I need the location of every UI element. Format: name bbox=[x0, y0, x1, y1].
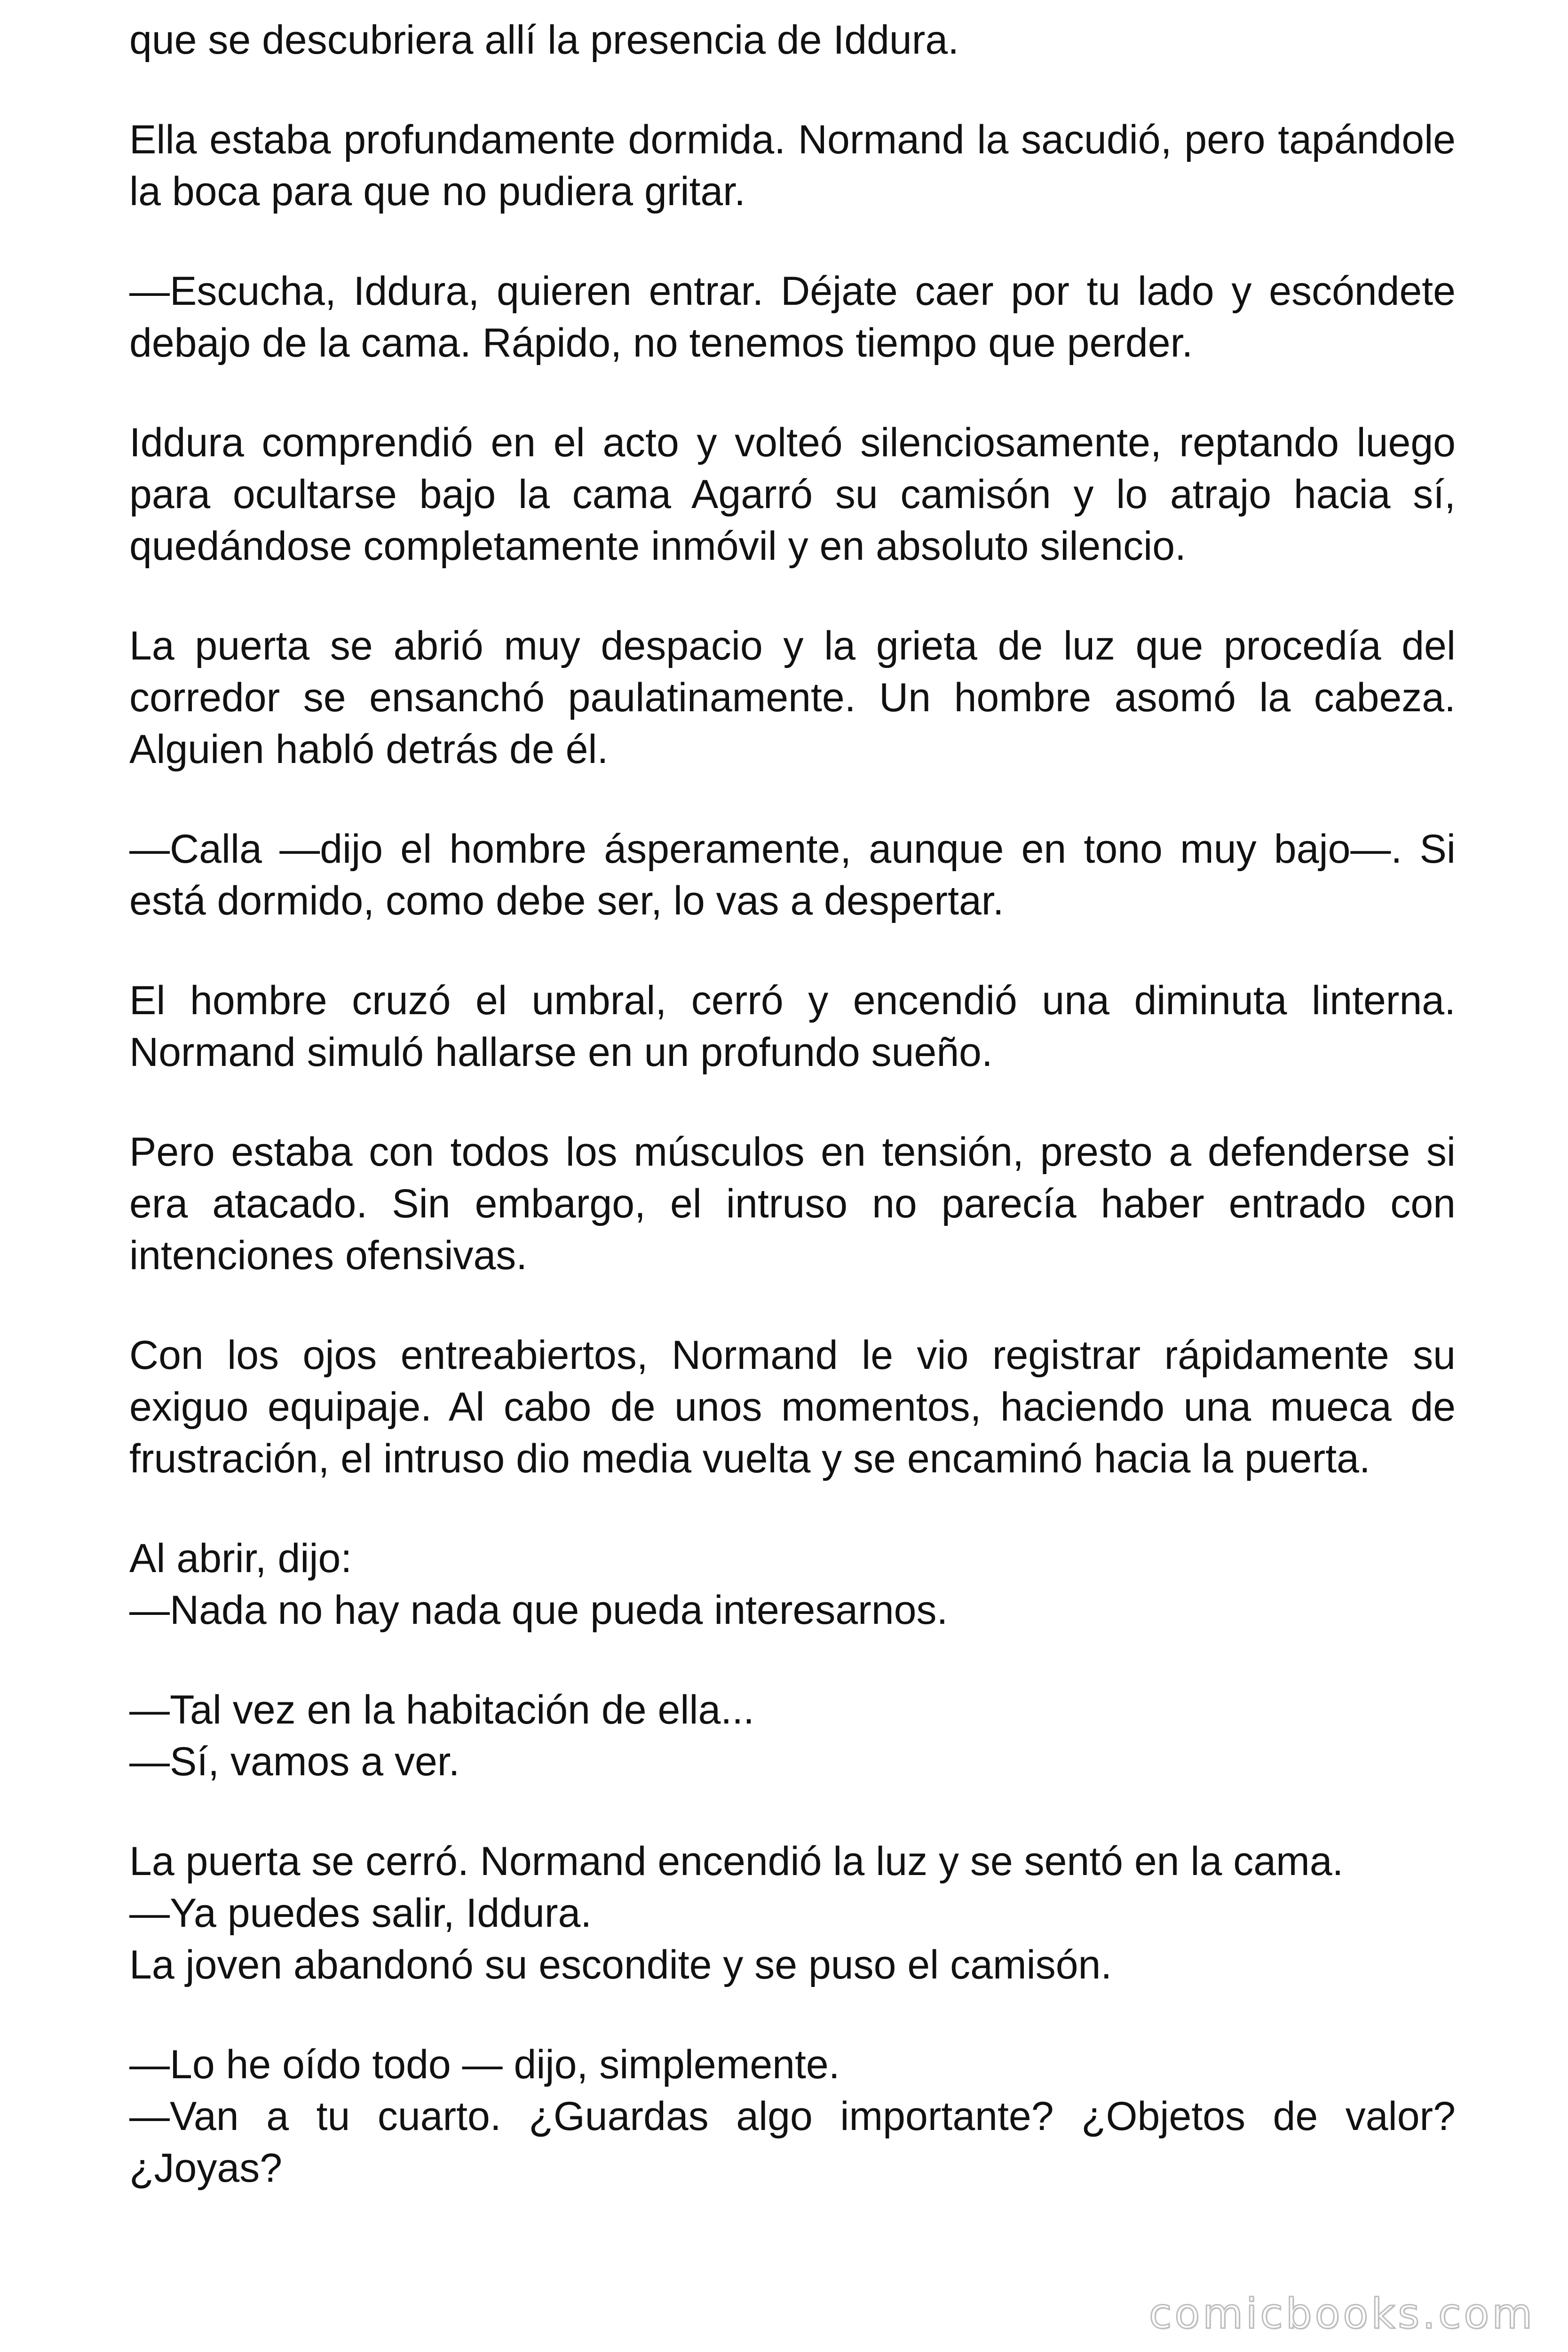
text-line: —Calla —dijo el hombre ásperamente, aunque en tono muy bajo—. Si está dormido, como debe ser, lo vas a despertar. bbox=[129, 826, 1456, 923]
paragraph bbox=[129, 1684, 1456, 1788]
paragraph bbox=[129, 2039, 1456, 2194]
text-line: —Escucha, Iddura, quieren entrar. Déjate caer por tu lado y escóndete debajo de la cama. Rápido, no tenemos tiempo que perder. bbox=[129, 269, 1456, 366]
text-line: —Ya puedes salir, Iddura. bbox=[129, 1891, 592, 1936]
text-line: —Sí, vamos a ver. bbox=[129, 1739, 460, 1784]
text-line: Con los ojos entreabiertos, Normand le vio registrar rápidamente su exiguo equipaje. Al cabo de unos momentos, haciendo una mueca de frustración, el intruso dio media vuelta y se encaminó hacia la puerta. bbox=[129, 1333, 1456, 1481]
paragraph bbox=[129, 1126, 1456, 1281]
paragraph bbox=[129, 975, 1456, 1078]
paragraph bbox=[129, 1533, 1456, 1636]
text-line: La puerta se abrió muy despacio y la grieta de luz que procedía del corredor se ensanchó paulatinamente. Un hombre asomó la cabeza. Alguien habló detrás de él. bbox=[129, 623, 1456, 772]
text-line: —Nada no hay nada que pueda interesarnos. bbox=[129, 1588, 948, 1633]
paragraph bbox=[129, 1329, 1456, 1485]
text-line: —Tal vez en la habitación de ella... bbox=[129, 1687, 755, 1732]
text-line: Al abrir, dijo: bbox=[129, 1536, 352, 1581]
paragraph bbox=[129, 114, 1456, 217]
body-text bbox=[129, 14, 1456, 2242]
text-line: El hombre cruzó el umbral, cerró y encendió una diminuta linterna. Normand simuló hallarse en un profundo sueño. bbox=[129, 978, 1456, 1075]
paragraph bbox=[129, 620, 1456, 775]
paragraph bbox=[129, 265, 1456, 369]
text-line: —Van a tu cuarto. ¿Guardas algo importante? ¿Objetos de valor? ¿Joyas? bbox=[129, 2094, 1456, 2191]
text-line: Iddura comprendió en el acto y volteó silenciosamente, reptando luego para ocultarse bajo la cama Agarró su camisón y lo atrajo hacia sí, quedándose completamente inmóvil y en absoluto silencio. bbox=[129, 420, 1456, 569]
text-line: Ella estaba profundamente dormida. Normand la sacudió, pero tapándole la boca para que no pudiera gritar. bbox=[129, 117, 1456, 214]
text-line: La joven abandonó su escondite y se puso el camisón. bbox=[129, 1942, 1112, 1987]
text-line: —Lo he oído todo — dijo, simplemente. bbox=[129, 2042, 840, 2087]
text-line: que se descubriera allí la presencia de Iddura. bbox=[129, 17, 959, 63]
text-line: La puerta se cerró. Normand encendió la luz y se sentó en la cama. bbox=[129, 1839, 1344, 1884]
paragraph bbox=[129, 417, 1456, 572]
paragraph bbox=[129, 823, 1456, 927]
text-line: Pero estaba con todos los músculos en tensión, presto a defenderse si era atacado. Sin embargo, el intruso no parecía haber entrado con intenciones ofensivas. bbox=[129, 1129, 1456, 1278]
paragraph bbox=[129, 14, 1456, 66]
watermark: comicbooks.com bbox=[1148, 2289, 1535, 2338]
paragraph bbox=[129, 1836, 1456, 1991]
